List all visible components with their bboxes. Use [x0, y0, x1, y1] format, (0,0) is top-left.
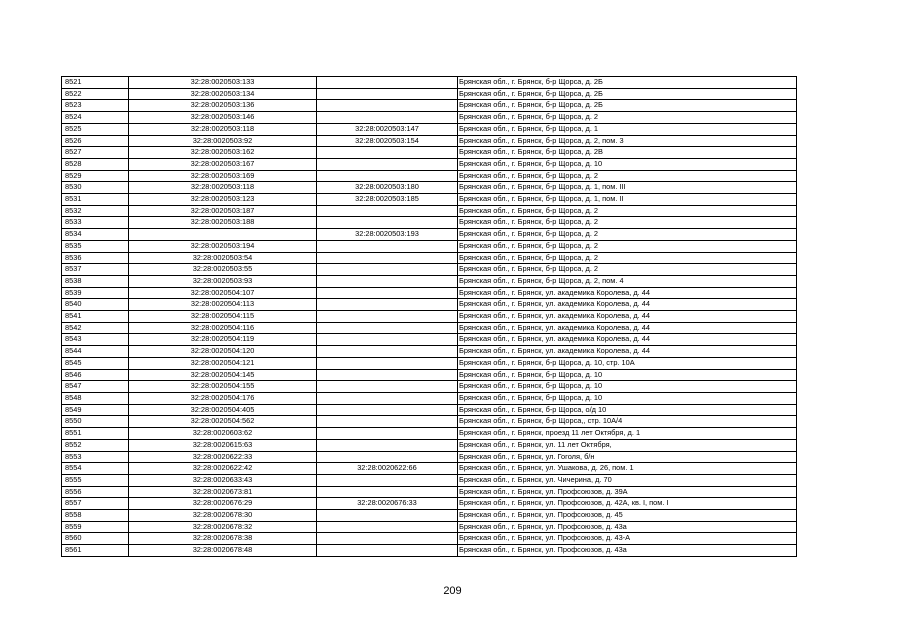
table-row	[62, 486, 797, 498]
related-cadastral-number-cell	[317, 275, 458, 287]
page-number: 209	[443, 585, 462, 597]
row-number-cell: 8560	[62, 533, 129, 545]
address-cell: Брянская обл., г. Брянск, ул. академика Королева, д. 44	[458, 311, 797, 323]
related-cadastral-number-cell	[317, 357, 458, 369]
table-row	[62, 299, 797, 311]
address-cell: Брянская обл., г. Брянск, б-р Щорса, д. 2	[458, 264, 797, 276]
table-row	[62, 474, 797, 486]
related-cadastral-number-cell	[317, 88, 458, 100]
related-cadastral-number-cell	[317, 533, 458, 545]
row-number-cell: 8559	[62, 521, 129, 533]
row-number-cell: 8550	[62, 416, 129, 428]
cadastral-number-cell: 32:28:0020504:155	[129, 381, 317, 393]
related-cadastral-number-cell	[317, 112, 458, 124]
address-cell: Брянская обл., г. Брянск, б-р Щорса, д. 2	[458, 252, 797, 264]
address-cell: Брянская обл., г. Брянск, ул. Гоголя, б/н	[458, 451, 797, 463]
address-cell: Брянская обл., г. Брянск, б-р Щорса, д. 2Б	[458, 100, 797, 112]
related-cadastral-number-cell: 32:28:0020503:193	[317, 229, 458, 241]
cadastral-number-cell: 32:28:0020504:145	[129, 369, 317, 381]
related-cadastral-number-cell: 32:28:0020503:154	[317, 135, 458, 147]
address-cell: Брянская обл., г. Брянск, ул. академика Королева, д. 44	[458, 346, 797, 358]
related-cadastral-number-cell: 32:28:0020676:33	[317, 498, 458, 510]
cadastral-number-cell: 32:28:0020503:134	[129, 88, 317, 100]
address-cell: Брянская обл., г. Брянск, б-р Щорса, д. 10	[458, 158, 797, 170]
address-cell: Брянская обл., г. Брянск, б-р Щорса, д. 2	[458, 217, 797, 229]
table-row	[62, 77, 797, 89]
row-number-cell: 8531	[62, 194, 129, 206]
row-number-cell: 8537	[62, 264, 129, 276]
address-cell: Брянская обл., г. Брянск, ул. 11 лет Октября,	[458, 439, 797, 451]
row-number-cell: 8524	[62, 112, 129, 124]
address-cell: Брянская обл., г. Брянск, б-р Щорса, д. 2	[458, 170, 797, 182]
address-cell: Брянская обл., г. Брянск, ул. Ушакова, д. 26, пом. 1	[458, 463, 797, 475]
row-number-cell: 8535	[62, 240, 129, 252]
cadastral-number-cell: 32:28:0020673:81	[129, 486, 317, 498]
related-cadastral-number-cell	[317, 474, 458, 486]
address-cell: Брянская обл., г. Брянск, б-р Щорса, д. 10, стр. 10А	[458, 357, 797, 369]
related-cadastral-number-cell: 32:28:0020503:147	[317, 123, 458, 135]
cadastral-number-cell: 32:28:0020622:42	[129, 463, 317, 475]
row-number-cell: 8533	[62, 217, 129, 229]
table-row	[62, 112, 797, 124]
cadastral-number-cell: 32:28:0020503:118	[129, 182, 317, 194]
cadastral-number-cell: 32:28:0020503:169	[129, 170, 317, 182]
related-cadastral-number-cell	[317, 170, 458, 182]
table-row	[62, 463, 797, 475]
related-cadastral-number-cell: 32:28:0020503:180	[317, 182, 458, 194]
table-row	[62, 123, 797, 135]
related-cadastral-number-cell	[317, 147, 458, 159]
row-number-cell: 8528	[62, 158, 129, 170]
table-row	[62, 147, 797, 159]
table-row	[62, 404, 797, 416]
table-row	[62, 264, 797, 276]
address-cell: Брянская обл., г. Брянск, б-р Щорса, д. 10	[458, 369, 797, 381]
cadastral-number-cell: 32:28:0020678:48	[129, 545, 317, 557]
row-number-cell: 8555	[62, 474, 129, 486]
cadastral-number-cell: 32:28:0020615:63	[129, 439, 317, 451]
cadastral-number-cell: 32:28:0020503:187	[129, 205, 317, 217]
table-row	[62, 311, 797, 323]
related-cadastral-number-cell	[317, 486, 458, 498]
table-row	[62, 545, 797, 557]
row-number-cell: 8536	[62, 252, 129, 264]
address-cell: Брянская обл., г. Брянск, б-р Щорса, д. 2Б	[458, 88, 797, 100]
table-row	[62, 510, 797, 522]
row-number-cell: 8558	[62, 510, 129, 522]
related-cadastral-number-cell	[317, 545, 458, 557]
table-row	[62, 498, 797, 510]
address-cell: Брянская обл., г. Брянск, ул. Профсоюзов, д. 39А	[458, 486, 797, 498]
address-cell: Брянская обл., г. Брянск, ул. академика Королева, д. 44	[458, 287, 797, 299]
related-cadastral-number-cell	[317, 334, 458, 346]
table-row	[62, 416, 797, 428]
row-number-cell: 8539	[62, 287, 129, 299]
row-number-cell: 8549	[62, 404, 129, 416]
table-row	[62, 194, 797, 206]
table-row	[62, 322, 797, 334]
related-cadastral-number-cell	[317, 369, 458, 381]
address-cell: Брянская обл., г. Брянск, ул. академика Королева, д. 44	[458, 322, 797, 334]
row-number-cell: 8556	[62, 486, 129, 498]
table-row	[62, 439, 797, 451]
table-row	[62, 275, 797, 287]
row-number-cell: 8554	[62, 463, 129, 475]
cadastral-number-cell: 32:28:0020503:123	[129, 194, 317, 206]
address-cell: Брянская обл., г. Брянск, ул. академика Королева, д. 44	[458, 299, 797, 311]
table-row	[62, 100, 797, 112]
table-row	[62, 182, 797, 194]
address-cell: Брянская обл., г. Брянск, б-р Щорса, д. 1, пом. III	[458, 182, 797, 194]
address-cell: Брянская обл., г. Брянск, б-р Щорса, д. 1, пом. II	[458, 194, 797, 206]
related-cadastral-number-cell	[317, 381, 458, 393]
cadastral-number-cell: 32:28:0020503:167	[129, 158, 317, 170]
table-row	[62, 451, 797, 463]
row-number-cell: 8525	[62, 123, 129, 135]
cadastral-number-cell: 32:28:0020503:188	[129, 217, 317, 229]
table-row	[62, 334, 797, 346]
related-cadastral-number-cell	[317, 346, 458, 358]
row-number-cell: 8561	[62, 545, 129, 557]
related-cadastral-number-cell	[317, 404, 458, 416]
related-cadastral-number-cell	[317, 100, 458, 112]
related-cadastral-number-cell	[317, 158, 458, 170]
table-row	[62, 240, 797, 252]
row-number-cell: 8552	[62, 439, 129, 451]
cadastral-number-cell: 32:28:0020504:405	[129, 404, 317, 416]
table-row	[62, 205, 797, 217]
related-cadastral-number-cell	[317, 521, 458, 533]
related-cadastral-number-cell: 32:28:0020503:185	[317, 194, 458, 206]
table-row	[62, 170, 797, 182]
row-number-cell: 8540	[62, 299, 129, 311]
row-number-cell: 8557	[62, 498, 129, 510]
row-number-cell: 8538	[62, 275, 129, 287]
cadastral-number-cell: 32:28:0020503:93	[129, 275, 317, 287]
table-row	[62, 533, 797, 545]
table-row	[62, 135, 797, 147]
related-cadastral-number-cell	[317, 77, 458, 89]
address-cell: Брянская обл., г. Брянск, б-р Щорса, д. 2	[458, 205, 797, 217]
related-cadastral-number-cell	[317, 416, 458, 428]
row-number-cell: 8526	[62, 135, 129, 147]
related-cadastral-number-cell	[317, 205, 458, 217]
address-cell: Брянская обл., г. Брянск, ул. Профсоюзов, д. 42А, кв. I, пом. I	[458, 498, 797, 510]
table-row	[62, 381, 797, 393]
cadastral-number-cell: 32:28:0020633:43	[129, 474, 317, 486]
table-row	[62, 357, 797, 369]
table-row	[62, 369, 797, 381]
address-cell: Брянская обл., г. Брянск, ул. Чичерина, д. 70	[458, 474, 797, 486]
row-number-cell: 8547	[62, 381, 129, 393]
row-number-cell: 8530	[62, 182, 129, 194]
related-cadastral-number-cell	[317, 428, 458, 440]
related-cadastral-number-cell	[317, 451, 458, 463]
address-cell: Брянская обл., г. Брянск, ул. Профсоюзов, д. 43а	[458, 545, 797, 557]
cadastral-number-cell: 32:28:0020678:30	[129, 510, 317, 522]
address-cell: Брянская обл., г. Брянск, ул. Профсоюзов, д. 45	[458, 510, 797, 522]
row-number-cell: 8546	[62, 369, 129, 381]
row-number-cell: 8527	[62, 147, 129, 159]
related-cadastral-number-cell	[317, 311, 458, 323]
related-cadastral-number-cell	[317, 299, 458, 311]
cadastral-number-cell: 32:28:0020622:33	[129, 451, 317, 463]
address-cell: Брянская обл., г. Брянск, б-р Щорса, о/д 10	[458, 404, 797, 416]
cadastral-number-cell: 32:28:0020503:162	[129, 147, 317, 159]
address-cell: Брянская обл., г. Брянск, б-р Щорса, д. 2Б	[458, 77, 797, 89]
cadastral-number-cell: 32:28:0020504:115	[129, 311, 317, 323]
related-cadastral-number-cell: 32:28:0020622:66	[317, 463, 458, 475]
row-number-cell: 8544	[62, 346, 129, 358]
cadastral-number-cell: 32:28:0020503:55	[129, 264, 317, 276]
cadastral-number-cell: 32:28:0020504:113	[129, 299, 317, 311]
cadastral-number-cell: 32:28:0020504:116	[129, 322, 317, 334]
row-number-cell: 8543	[62, 334, 129, 346]
cadastral-number-cell: 32:28:0020503:146	[129, 112, 317, 124]
cadastral-number-cell: 32:28:0020678:38	[129, 533, 317, 545]
related-cadastral-number-cell	[317, 252, 458, 264]
related-cadastral-number-cell	[317, 392, 458, 404]
cadastral-number-cell: 32:28:0020504:107	[129, 287, 317, 299]
row-number-cell: 8545	[62, 357, 129, 369]
cadastral-number-cell: 32:28:0020503:136	[129, 100, 317, 112]
related-cadastral-number-cell	[317, 287, 458, 299]
related-cadastral-number-cell	[317, 240, 458, 252]
row-number-cell: 8534	[62, 229, 129, 241]
related-cadastral-number-cell	[317, 510, 458, 522]
row-number-cell: 8542	[62, 322, 129, 334]
row-number-cell: 8529	[62, 170, 129, 182]
address-cell: Брянская обл., г. Брянск, б-р Щорса, д. 2	[458, 240, 797, 252]
cadastral-number-cell: 32:28:0020503:118	[129, 123, 317, 135]
address-cell: Брянская обл., г. Брянск, б-р Щорса, д. 10	[458, 392, 797, 404]
table-row	[62, 392, 797, 404]
cadastral-number-cell: 32:28:0020503:194	[129, 240, 317, 252]
row-number-cell: 8523	[62, 100, 129, 112]
cadastral-number-cell: 32:28:0020603:62	[129, 428, 317, 440]
table-row	[62, 229, 797, 241]
table-row	[62, 252, 797, 264]
table-row	[62, 521, 797, 533]
address-cell: Брянская обл., г. Брянск, ул. Профсоюзов, д. 43а	[458, 521, 797, 533]
registry-table-body	[62, 77, 797, 557]
address-cell: Брянская обл., г. Брянск, б-р Щорса, д. 2В	[458, 147, 797, 159]
address-cell: Брянская обл., г. Брянск, б-р Щорса, д. 10	[458, 381, 797, 393]
cadastral-number-cell: 32:28:0020504:120	[129, 346, 317, 358]
address-cell: Брянская обл., г. Брянск, б-р Щорса, д. 1	[458, 123, 797, 135]
cadastral-number-cell: 32:28:0020503:133	[129, 77, 317, 89]
table-row	[62, 217, 797, 229]
cadastral-number-cell: 32:28:0020678:32	[129, 521, 317, 533]
row-number-cell: 8548	[62, 392, 129, 404]
address-cell: Брянская обл., г. Брянск, б-р Щорса, д. 2	[458, 112, 797, 124]
cadastral-number-cell	[129, 229, 317, 241]
related-cadastral-number-cell	[317, 217, 458, 229]
address-cell: Брянская обл., г. Брянск, б-р Щорса, д. 2	[458, 229, 797, 241]
related-cadastral-number-cell	[317, 322, 458, 334]
row-number-cell: 8551	[62, 428, 129, 440]
row-number-cell: 8553	[62, 451, 129, 463]
row-number-cell: 8521	[62, 77, 129, 89]
cadastral-number-cell: 32:28:0020504:121	[129, 357, 317, 369]
cadastral-number-cell: 32:28:0020504:562	[129, 416, 317, 428]
cadastral-number-cell: 32:28:0020503:54	[129, 252, 317, 264]
related-cadastral-number-cell	[317, 264, 458, 276]
cadastral-number-cell: 32:28:0020504:119	[129, 334, 317, 346]
address-cell: Брянская обл., г. Брянск, ул. Профсоюзов, д. 43-А	[458, 533, 797, 545]
table-row	[62, 346, 797, 358]
table-row	[62, 287, 797, 299]
address-cell: Брянская обл., г. Брянск, ул. академика Королева, д. 44	[458, 334, 797, 346]
cadastral-number-cell: 32:28:0020503:92	[129, 135, 317, 147]
row-number-cell: 8541	[62, 311, 129, 323]
cadastral-number-cell: 32:28:0020676:29	[129, 498, 317, 510]
row-number-cell: 8532	[62, 205, 129, 217]
table-row	[62, 428, 797, 440]
table-row	[62, 158, 797, 170]
address-cell: Брянская обл., г. Брянск, б-р Щорса, д. 2, пом. 4	[458, 275, 797, 287]
address-cell: Брянская обл., г. Брянск, б-р Щорса, д. 2, пом. 3	[458, 135, 797, 147]
address-cell: Брянская обл., г. Брянск, проезд 11 лет Октября, д. 1	[458, 428, 797, 440]
cadastral-number-cell: 32:28:0020504:176	[129, 392, 317, 404]
registry-table	[61, 76, 797, 557]
table-row	[62, 88, 797, 100]
address-cell: Брянская обл., г. Брянск, б-р Щорса,, стр. 10А/4	[458, 416, 797, 428]
related-cadastral-number-cell	[317, 439, 458, 451]
row-number-cell: 8522	[62, 88, 129, 100]
